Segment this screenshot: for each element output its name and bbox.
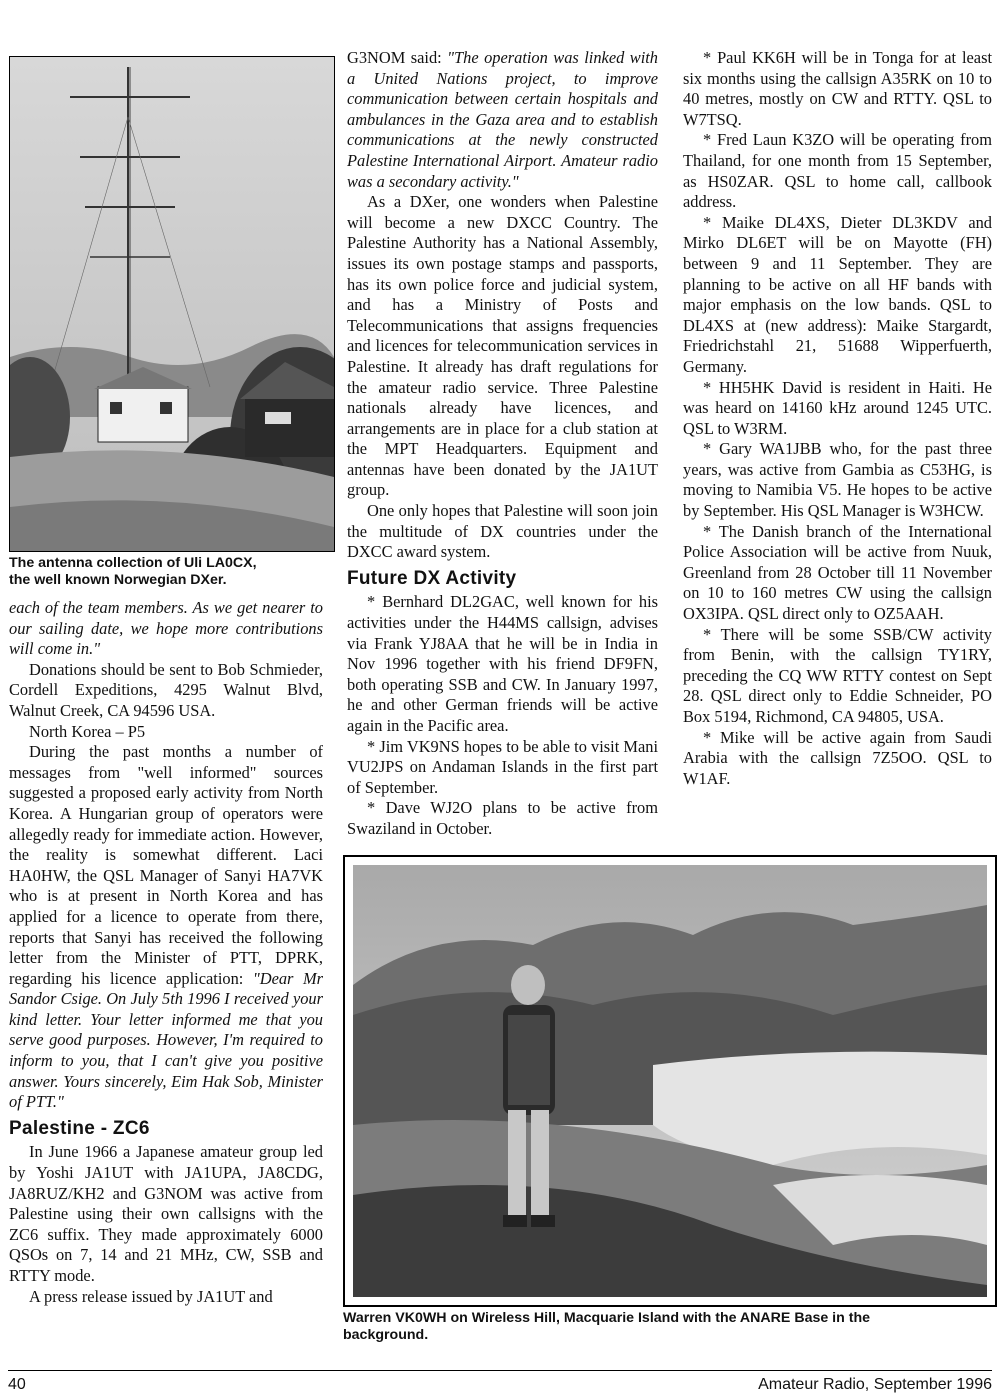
- dxcc-hope-paragraph: One only hopes that Palestine will soon join the multitude of DX countries under the DXCC award system.: [347, 501, 658, 562]
- north-korea-text: During the past months a number of messages from "well informed" sources suggested a proposed early activity from North Korea. A Hungarian group of operators were allegedly ready for immediate action. However, the reality is somewhat different. Laci HA0HW, the QSL Manager of Sanyi HA7VK who is at present in North Korea and has applied for a licence to operate from there, reports that Sanyi has received the following letter from the Minister of PTT, DPRK, regarding his licence application:: [9, 742, 323, 988]
- column-1: [9, 598, 323, 1307]
- macquarie-island-photo: [343, 855, 997, 1307]
- dl2gac-paragraph: * Bernhard DL2GAC, well known for his activities under the H44MS callsign, advises via Frank YJ8AA that he will be in India in Nov 1996 together with his friend DF9FN, both operating SSB and CW. In January 1997, he and other German friends will be active again in the Pacific area.: [347, 592, 658, 735]
- palestine-paragraph: In June 1966 a Japanese amateur group led by Yoshi JA1UT with JA1UPA, JA8CDG, JA8RUZ/KH2 and G3NOM was active from Palestine using their own callsigns with the ZC6 suffix. They made approximately 6000 QSOs on 7, 14 and 21 MHz, CW, SSB and RTTY mode.: [9, 1142, 323, 1285]
- footer-rule: [8, 1370, 992, 1371]
- quote-continuation: each of the team members. As we get nearer to our sailing date, we hope more contributions will come in.": [9, 598, 323, 659]
- hh5hk-paragraph: * HH5HK David is resident in Haiti. He was heard on 14160 kHz around 1245 UTC. QSL to W3RM.: [683, 377, 992, 438]
- caption-line: The antenna collection of Uli LA0CX,: [9, 555, 257, 571]
- page-number: 40: [8, 1376, 26, 1393]
- donations-paragraph: Donations should be sent to Bob Schmieder, Cordell Expeditions, 4295 Walnut Blvd, Walnut Creek, CA 94596 USA.: [9, 659, 323, 720]
- dxer-paragraph: As a DXer, one wonders when Palestine will become a new DXCC Country. The Palestine Authority has a National Assembly, issues its own postage stamps and passports, has its own police force and judicial system, and has a Ministry of Posts and Telecommunications that assigns frequencies and licences for telecommunication services in Palestine. It already has draft regulations for the amateur radio service. Three Palestine nationals already have licences, and arrangements are in place for a club station at the MPT Headquarters. Equipment and antennas have been donated by the JA1UT group.: [347, 192, 658, 500]
- g3nom-lead: G3NOM said:: [347, 48, 448, 67]
- column-3: [683, 48, 992, 789]
- press-release-paragraph: A press release issued by JA1UT and: [29, 1286, 273, 1306]
- caption-line: background.: [343, 1327, 429, 1343]
- caption-line: the well known Norwegian DXer.: [9, 572, 227, 588]
- north-korea-paragraph: [9, 742, 323, 1113]
- wa1jbb-paragraph: * Gary WA1JBB who, for the past three years, was active from Gambia as C53HG, is moving to Namibia V5. He hopes to be active by September. His QSL Manager is W3HCW.: [683, 439, 992, 521]
- vk9ns-paragraph: * Jim VK9NS hopes to be able to visit Mani VU2JPS on Andaman Islands in the first part of September.: [347, 736, 658, 797]
- benin-paragraph: * There will be some SSB/CW activity from Benin, with the callsign TY1RY, preceding the CQ WW RTTY contest on Sept 28. QSL direct only to Eddie Schneider, PO Box 5194, Richmond, CA 94805, USA.: [683, 624, 992, 726]
- kk6h-paragraph: * Paul KK6H will be in Tonga for at least six months using the callsign A35RK on 10 to 40 metres, mostly on CW and RTTY. QSL to W7TSQ.: [683, 48, 992, 129]
- wj2o-paragraph: * Dave WJ2O plans to be active from Swaziland in October.: [347, 798, 658, 838]
- g3nom-quote: "The operation was linked with a United Nations project, to improve communication between certain hospitals and ambulances in the Gaza area and to establish communications at the newly constructed Palestine International Airport. Amateur radio was a secondary activity.": [347, 48, 658, 191]
- ox3ipa-paragraph: * The Danish branch of the International Police Association will be active from Nuuk, Greenland from 28 October till 11 November on 10 to 160 metres CW using the callsign OX3IPA. QSL direct only to OZ5AAH.: [683, 521, 992, 624]
- antenna-photo: [9, 56, 335, 552]
- minister-letter-quote: "Dear Mr Sandor Csige. On July 5th 1996 I received your kind letter. Your letter informed me that you serve good purposes. However, I'm required to inform to you, that I can't give you positive answer. Yours sincerely, Eim Hak Sob, Minister of PTT.": [9, 968, 323, 1112]
- north-korea-label: North Korea – P5: [29, 721, 146, 741]
- dl4xs-paragraph: * Maike DL4XS, Dieter DL3KDV and Mirko DL6ET will be on Mayotte (FH) between 9 and 11 September. They are planning to be active on all HF bands with major emphasis on the low bands. QSL to DL4XS at (new address): Maike Stargardt, Friedrichstahl 21, 51688 Wipperfuerth, Germany.: [683, 212, 992, 376]
- antenna-photo-caption: [9, 555, 339, 589]
- caption-line: Warren VK0WH on Wireless Hill, Macquarie Island with the ANARE Base in the: [343, 1310, 871, 1326]
- g3nom-paragraph: [347, 48, 658, 192]
- saudi-paragraph: * Mike will be active again from Saudi Arabia with the callsign 7Z5OO. QSL to W1AF.: [683, 727, 992, 788]
- future-dx-heading: Future DX Activity: [347, 567, 517, 589]
- column-2: [347, 48, 658, 840]
- publication-line: Amateur Radio, September 1996: [758, 1376, 992, 1393]
- k3zo-paragraph: * Fred Laun K3ZO will be operating from Thailand, for one month from 15 September, as HS0ZAR. QSL to home call, callbook address.: [683, 130, 992, 212]
- palestine-heading: Palestine - ZC6: [9, 1117, 150, 1139]
- macquarie-photo-caption: [343, 1310, 993, 1344]
